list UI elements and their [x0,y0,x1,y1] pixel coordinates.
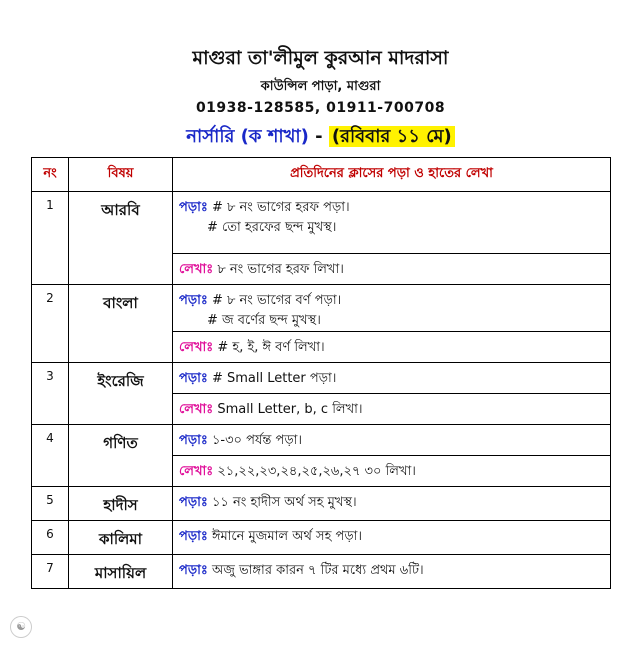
read-cell [173,487,611,521]
row-subject: বাংলা [69,285,173,363]
heading-separator: - [308,126,329,147]
class-name: নার্সারি (ক শাখা) [186,126,309,147]
write-text: Small Letter, b, c লিখা। [217,402,363,417]
school-title: মাগুরা তা'লীমুল কুরআন মাদরাসা [192,47,449,69]
col-task-header: প্রতিদিনের ক্লাসের পড়া ও হাতের লেখা [173,158,611,192]
table-row [32,425,611,456]
table-row [32,555,611,589]
write-label: লেখাঃ [179,464,214,479]
read-text: ঈমানে মুজমাল অর্থ সহ পড়া। [211,529,363,544]
read-text: অজু ভাঙ্গার কারন ৭ টির মধ্যে প্রথম ৬টি। [211,563,424,578]
read-text: # ৮ নং ভাগের বর্ণ পড়া। [211,293,342,308]
write-cell [173,254,611,285]
write-text: ২১,২২,২৩,২৪,২৫,২৬,২৭ ৩০ লিখা। [217,464,416,479]
homework-table [31,157,611,589]
write-text: # হ, ই, ঈ বর্ণ লিখা। [217,340,325,355]
read-text-2: # তো হরফের ছন্দ মুখস্থ। [207,220,337,235]
write-cell [173,332,611,363]
read-label: পড়াঃ [179,371,208,386]
school-address: কাউন্সিল পাড়া, মাগুরা [260,79,381,94]
table-row [32,363,611,394]
read-text: ১১ নং হাদীস অর্থ সহ মুখস্থ। [211,495,357,510]
read-cell [173,285,611,332]
row-number: 2 [32,285,69,363]
row-subject: হাদীস [69,487,173,521]
write-label: লেখাঃ [179,402,214,417]
row-number: 4 [32,425,69,487]
row-subject: আরবি [69,192,173,285]
table-row [32,192,611,254]
row-subject: গণিত [69,425,173,487]
row-number: 6 [32,521,69,555]
row-number: 3 [32,363,69,425]
write-label: লেখাঃ [179,262,214,277]
class-heading [0,122,641,153]
write-label: লেখাঃ [179,340,214,355]
write-cell [173,394,611,425]
read-label: পড়াঃ [179,495,208,510]
read-cell [173,363,611,394]
read-label: পড়াঃ [179,563,208,578]
read-text: ১-৩০ পর্যন্ত পড়া। [211,433,303,448]
read-label: পড়াঃ [179,433,208,448]
school-phones: 01938-128585, 01911-700708 [195,100,446,116]
row-number: 1 [32,192,69,285]
write-cell [173,456,611,487]
read-text: # Small Letter পড়া। [211,371,337,386]
read-label: পড়াঃ [179,200,208,215]
read-cell [173,555,611,589]
accessibility-icon[interactable]: ☯ [10,616,32,638]
read-cell [173,425,611,456]
table-row [32,521,611,555]
read-label: পড়াঃ [179,293,208,308]
row-subject: ইংরেজি [69,363,173,425]
read-text: # ৮ নং ভাগের হরফ পড়া। [211,200,350,215]
read-text-2: # জ বর্ণের ছন্দ মুখস্থ। [207,313,321,328]
write-text: ৮ নং ভাগের হরফ লিখা। [217,262,344,277]
row-number: 5 [32,487,69,521]
row-subject: কালিমা [69,521,173,555]
read-label: পড়াঃ [179,529,208,544]
table-header-row [32,158,611,192]
read-cell [173,521,611,555]
class-date: (রবিবার ১১ মে) [329,126,455,147]
table-row [32,487,611,521]
row-subject: মাসায়িল [69,555,173,589]
col-no-header: নং [32,158,69,192]
row-number: 7 [32,555,69,589]
table-row [32,285,611,332]
col-subject-header: বিষয় [69,158,173,192]
read-cell [173,192,611,254]
